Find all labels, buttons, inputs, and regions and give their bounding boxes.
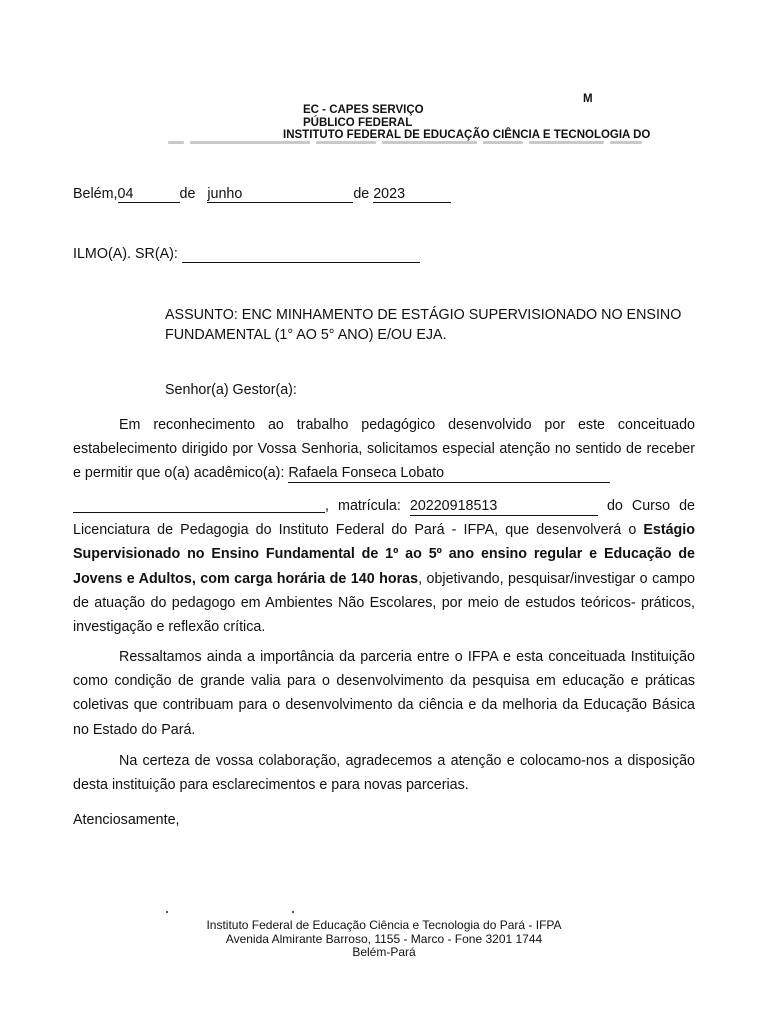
addressee-label: ILMO(A). SR(A): bbox=[73, 246, 178, 262]
footer-line-2: Avenida Almirante Barroso, 1155 - Marco - Fone 3201 1744 bbox=[225, 931, 543, 946]
date-de-1: de bbox=[179, 186, 196, 202]
paragraph-2-blank bbox=[73, 496, 325, 513]
paragraph-2-text-a: do Curso de Licenciatura de Pedagogia do Instituto Federal do Pará - IFPA, que desenvolverá o bbox=[73, 498, 696, 539]
paragraph-3 bbox=[73, 645, 695, 742]
paragraph-4-text: Na certeza de vossa colaboração, agradecemos a atenção e colocamo-nos a disposição desta instituição para esclarecimentos e para novas parcerias. bbox=[73, 753, 695, 794]
addressee-line bbox=[73, 246, 420, 263]
subject-block bbox=[165, 305, 681, 345]
paragraph-4 bbox=[73, 749, 695, 797]
matricula-value: 20220918513 bbox=[410, 498, 598, 516]
header-line-3: INSTITUTO FEDERAL DE EDUCAÇÃO CIÊNCIA E TECNOLOGIA DO bbox=[283, 129, 651, 141]
paragraph-3-text: Ressaltamos ainda a importância da parceria entre o IFPA e esta conceituada Instituição como condição de grande valia para o desenvolvimento da pesquisa em educação e práticas coletivas que contribuam para o desenvolvimento da ciência e da melhoria da Educação Básica no Estado do Pará. bbox=[73, 649, 695, 738]
header-cutoff-line bbox=[168, 139, 642, 147]
footer-line-3: Belém-Pará bbox=[352, 945, 416, 959]
footer-dot-right bbox=[292, 911, 294, 913]
header-corner-letter: M bbox=[583, 93, 593, 105]
matricula-label: , matrícula: bbox=[325, 498, 410, 514]
footer-line-1: Instituto Federal de Educação Ciência e Tecnologia do Pará - IFPA bbox=[206, 918, 562, 932]
closing: Atenciosamente, bbox=[73, 812, 180, 828]
subject-line-2: FUNDAMENTAL (1° AO 5° ANO) E/OU EJA. bbox=[165, 327, 447, 343]
footer bbox=[150, 919, 618, 960]
footer-dot-left bbox=[166, 911, 168, 913]
paragraph-1 bbox=[73, 413, 695, 486]
student-name: Rafaela Fonseca Lobato bbox=[288, 465, 610, 483]
date-month: junho bbox=[207, 186, 353, 203]
header-line-2: PÚBLICO FEDERAL bbox=[303, 117, 413, 129]
paragraph-1-text: Em reconhecimento ao trabalho pedagógico desenvolvido por este conceituado estabelecimento dirigido por Vossa Senhoria, solicitamos especial atenção no sentido de receber e permitir que o(a) acadêmico(a): bbox=[73, 417, 695, 482]
paragraph-2 bbox=[73, 494, 695, 639]
header-line-1: EC - CAPES SERVIÇO bbox=[303, 104, 424, 116]
internship-description: Estágio Supervisionado no Ensino Fundamental de 1º ao 5º ano ensino regular e Educação de Jovens e Adultos, com carga horária de 140 horas bbox=[73, 522, 695, 587]
date-line bbox=[73, 186, 451, 203]
subject-line-1: ASSUNTO: ENC MINHAMENTO DE ESTÁGIO SUPERVISIONADO NO ENSINO bbox=[165, 307, 682, 323]
paragraph-2-text-b: , objetivando, pesquisar/investigar o campo de atuação do pedagogo em Ambientes Não Escolares, por meio de estudos teóricos- práticos, investigação e reflexão crítica. bbox=[73, 570, 695, 636]
addressee-blank bbox=[182, 246, 420, 263]
greeting: Senhor(a) Gestor(a): bbox=[165, 382, 297, 398]
date-de-2: de bbox=[353, 186, 370, 202]
date-day: 04 bbox=[118, 186, 180, 203]
date-city: Belém, bbox=[73, 186, 118, 202]
date-year: 2023 bbox=[373, 186, 451, 203]
